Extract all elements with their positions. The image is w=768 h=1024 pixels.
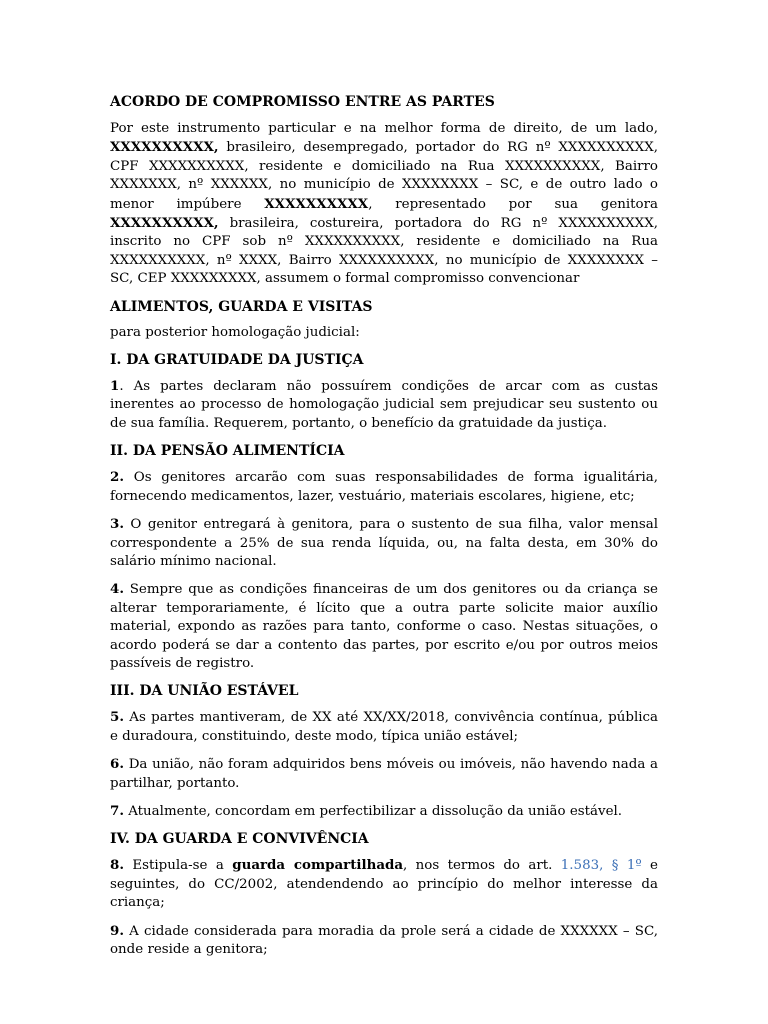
clause-number: 9. (110, 922, 124, 939)
party-name-3: XXXXXXXXXX, (110, 215, 219, 232)
subject-line: para posterior homologação judicial: (110, 324, 360, 340)
clause-7 (110, 802, 658, 821)
clause-text: , nos termos do art. (403, 858, 561, 874)
clause-text: e seguintes, do CC/2002, atendendendo ao princípio do melhor interesse da criança; (110, 858, 658, 911)
clause-text: Sempre que as condições financeiras de um dos genitores ou da criança se alterar temporariamente, é lícito que a outra parte solicite maior auxílio material, expondo as razões para tanto, conforme o caso. Nestas situações, o acordo poderá se dar a contento das partes, por escrito e/ou por outros meios passíveis de registro. (110, 582, 658, 671)
law-link-paragraph-1[interactable]: § 1º (611, 858, 642, 874)
clause-text: Atualmente, concordam em perfectibilizar a dissolução da união estável. (123, 803, 623, 819)
clause-1 (110, 377, 658, 433)
subject-heading: ALIMENTOS, GUARDA E VISITAS (110, 298, 373, 315)
party-name-1: XXXXXXXXXX, (110, 139, 219, 156)
clause-number: 3. (110, 516, 124, 533)
clause-text: A cidade considerada para moradia da prole será a cidade de XXXXXX – SC, onde reside a genitora; (110, 923, 658, 957)
clause-number: 6. (110, 756, 124, 773)
party-name-2: XXXXXXXXXX (264, 195, 369, 212)
clause-text: As partes mantiveram, de XX até XX/XX/2018, convivência contínua, pública e duradoura, constituindo, deste modo, típica união estável; (110, 710, 658, 744)
clause-6 (110, 755, 658, 793)
intro-text-3: , representado por sua genitora (368, 196, 658, 212)
clause-number: 2. (110, 469, 124, 486)
clause-number: 5. (110, 709, 124, 726)
intro-text-4: brasileira, costureira, portadora do RG nº XXXXXXXXXX, inscrito no CPF sob nº XXXXXXXXXX, residente e domiciliado na Rua XXXXXXXXXX, nº XXXX, Bairro XXXXXXXXXX, no município de XXXXXXXX – SC, CEP XXXXXXXXX, assumem o formal compromisso convencionar (110, 216, 658, 287)
law-link-separator: , (599, 858, 612, 874)
clause-9 (110, 922, 658, 960)
clause-5 (110, 708, 658, 746)
document-title: ACORDO DE COMPROMISSO ENTRE AS PARTES (110, 94, 495, 110)
clause-text: Estipula-se a (123, 858, 233, 874)
intro-paragraph (110, 120, 658, 289)
clause-number: 1 (110, 378, 120, 395)
clause-4 (110, 580, 658, 673)
section-heading-gratuidade: I. DA GRATUIDADE DA JUSTIÇA (110, 352, 364, 369)
clause-2 (110, 468, 658, 506)
clause-text: Da união, não foram adquiridos bens móveis ou imóveis, não havendo nada a partilhar, portanto. (110, 757, 658, 791)
clause-text: O genitor entregará à genitora, para o sustento de sua filha, valor mensal correspondente a 25% de sua renda líquida, ou, na falta desta, em 30% do salário mínimo nacional. (110, 517, 658, 569)
clause-3 (110, 515, 658, 571)
section-heading-pensao: II. DA PENSÃO ALIMENTÍCIA (110, 443, 345, 460)
clause-number: 7. (110, 802, 124, 819)
clause-8 (110, 856, 658, 912)
section-heading-uniao: III. DA UNIÃO ESTÁVEL (110, 683, 299, 700)
law-link-art-1583[interactable]: 1.583 (560, 858, 600, 874)
section-heading-guarda: IV. DA GUARDA E CONVIVÊNCIA (110, 831, 369, 848)
intro-text-2: brasileiro, desempregado, portador do RG nº XXXXXXXXXX, CPF XXXXXXXXXX, residente e domiciliado na Rua XXXXXXXXXX, Bairro XXXXXXX, nº XXXXXX, no município de XXXXXXXX – SC, e de outro lado o menor impúbere (110, 140, 658, 212)
clause-number: 8. (110, 857, 124, 874)
guarda-compartilhada: guarda compartilhada (232, 857, 404, 874)
clause-text: . As partes declaram não possuírem condições de arcar com as custas inerentes ao processo de homologação judicial sem prejudicar seu sustento ou de sua família. Requerem, portanto, o benefício da gratuidade da justiça. (110, 379, 658, 431)
clause-text: Os genitores arcarão com suas responsabilidades de forma igualitária, fornecendo medicamentos, lazer, vestuário, materiais escolares, higiene, etc; (110, 470, 658, 504)
intro-text-1: Por este instrumento particular e na melhor forma de direito, de um lado, (110, 121, 658, 136)
clause-number: 4. (110, 581, 124, 598)
